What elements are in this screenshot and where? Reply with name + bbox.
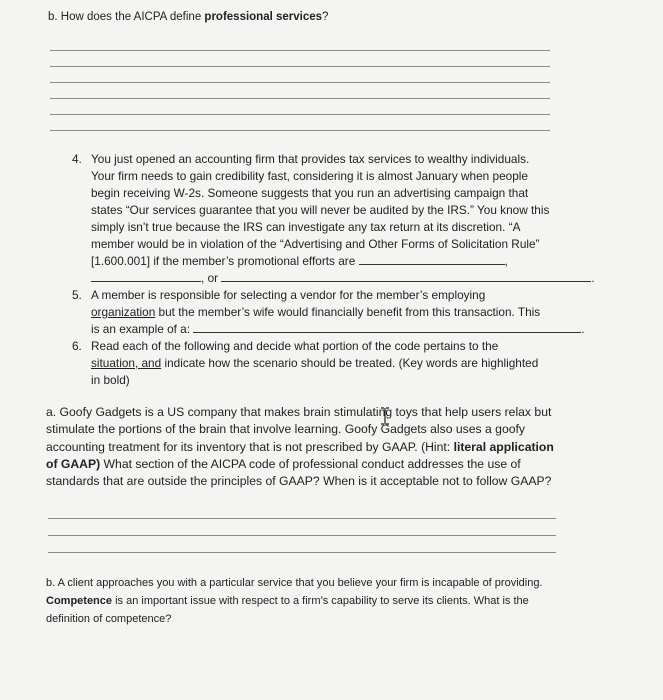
question-5-line — [91, 304, 585, 321]
goofy-bold-term: literal application — [453, 439, 554, 454]
question-6-text — [91, 338, 538, 389]
question-4-line: simply isn’t true because the IRS can investigate any tax return at its discretion. “A — [91, 220, 521, 234]
goofy-line: standards that are outside the principles of GAAP? When is it acceptable not to follow GAAP? — [46, 474, 552, 489]
question-5-number: 5. — [72, 288, 82, 302]
question-4-text — [91, 151, 595, 287]
question-5-text — [91, 287, 585, 338]
question-4-or: or — [207, 271, 219, 285]
question-6-line: in bold) — [91, 373, 130, 387]
text-cursor-icon — [380, 407, 390, 425]
question-5-line-rest: but the member’s wife would financially benefit from this transaction. This — [155, 305, 541, 319]
question-4-line: begin receiving W-2s. Someone suggests that you run an advertising campaign that — [91, 186, 529, 200]
answer-line — [50, 114, 550, 115]
goofy-line — [46, 439, 554, 456]
question-4-line: member would be in violation of the “Advertising and Other Forms of Solicitation Rule” — [91, 237, 540, 251]
question-4-number: 4. — [72, 152, 82, 166]
answer-line — [50, 82, 550, 83]
question-4-line-text: [1.600.001] if the member’s promotional efforts are — [91, 254, 356, 268]
question-4-period: . — [591, 271, 595, 285]
client-bold-term: Competence — [46, 595, 113, 607]
question-5-underlined: organization — [91, 305, 156, 319]
question-5-period: . — [581, 322, 585, 336]
question-4-line: Your firm needs to gain credibility fast, considering it is almost January when people — [91, 169, 528, 183]
client-line: b. A client approaches you with a particular service that you believe your firm is incapable of providing. — [46, 577, 543, 589]
answer-line — [50, 50, 550, 51]
blank-line-4[interactable] — [193, 322, 581, 333]
question-a-goofy-gadgets — [46, 404, 554, 490]
answer-line — [48, 518, 556, 519]
goofy-line — [46, 456, 554, 473]
goofy-line: stimulate the portions of the brain that involve learning. Goofy Gadgets also uses a goofy — [46, 422, 525, 437]
question-4-comma-2: , — [201, 271, 205, 285]
question-6-line: Read each of the following and decide what portion of the code pertains to the — [91, 339, 499, 353]
question-5-line — [91, 321, 585, 338]
answer-line — [50, 98, 550, 99]
question-5-line: A member is responsible for selecting a vendor for the member’s employing — [91, 288, 486, 302]
blank-line-1[interactable] — [359, 254, 505, 265]
question-4-comma: , — [504, 254, 508, 268]
question-6-line-rest: indicate how the scenario should be treated. (Key words are highlighted — [161, 356, 539, 370]
blank-line-2[interactable] — [91, 271, 201, 282]
client-line2-rest: is an important issue with respect to a firm’s capability to serve its clients. What is the — [112, 595, 529, 607]
question-b-bold-term: professional services — [204, 11, 323, 23]
goofy-line3-text: accounting treatment for its inventory that is not prescribed by GAAP. (Hint: — [46, 439, 454, 454]
answer-line — [50, 130, 550, 131]
question-b-professional-services — [48, 9, 328, 26]
question-6-underlined: situation, and — [91, 356, 162, 370]
question-b-competence — [46, 574, 543, 628]
answer-line — [48, 535, 556, 536]
question-6-line — [91, 355, 538, 372]
question-4-line: You just opened an accounting firm that provides tax services to wealthy individuals. — [91, 152, 530, 166]
question-4-line: states “Our services guarantee that you will never be audited by the IRS.” You know this — [91, 203, 550, 217]
answer-line — [50, 66, 550, 67]
goofy-line: a. Goofy Gadgets is a US company that makes brain stimulating toys that help users relax but — [46, 405, 552, 419]
question-5-line3: is an example of a: — [91, 322, 191, 336]
blank-line-3[interactable] — [221, 271, 591, 282]
goofy-line4-rest: What section of the AICPA code of professional conduct addresses the use of — [100, 456, 521, 471]
client-line: definition of competence? — [46, 613, 172, 625]
question-4-line — [91, 253, 595, 270]
client-line — [46, 592, 543, 610]
question-6-number: 6. — [72, 339, 82, 353]
goofy-bold-term-2: of GAAP) — [46, 456, 101, 471]
question-b-label: b. How does the AICPA define — [48, 11, 205, 23]
question-b-end: ? — [322, 11, 329, 23]
question-4-line — [91, 270, 595, 287]
answer-line — [48, 552, 556, 553]
